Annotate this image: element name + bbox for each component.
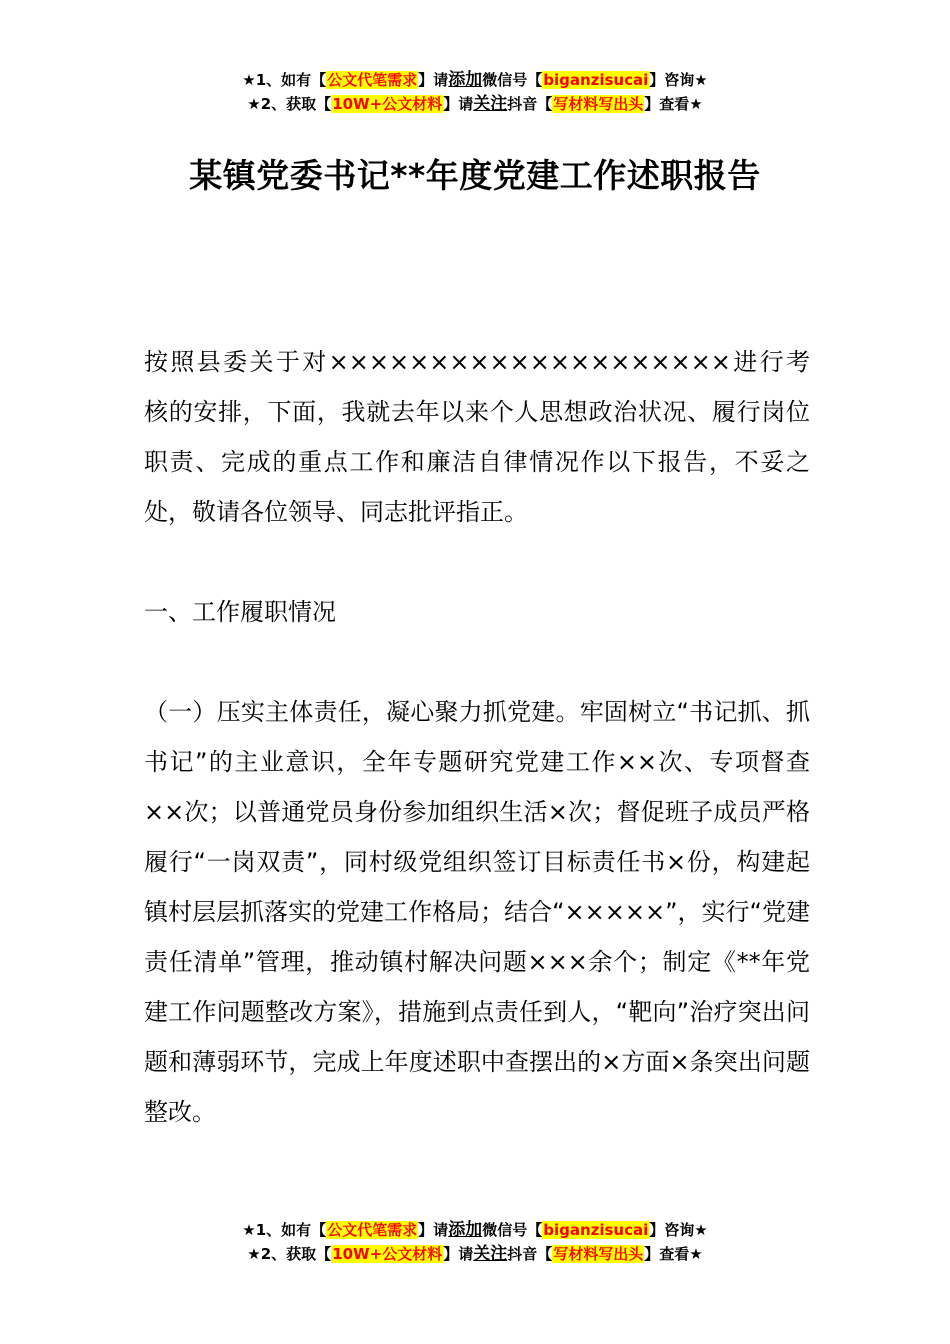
promo-douyin-id: 写材料写出头	[553, 95, 644, 113]
promo-emphasis: 关注	[473, 94, 508, 114]
promo-douyin-id: 写材料写出头	[553, 1245, 644, 1263]
promo-text: ★2、获取【	[247, 1245, 332, 1263]
promo-text: 微信号【	[482, 1221, 543, 1239]
promo-wechat-id: biganzisucai	[543, 1221, 649, 1239]
promo-text: 】请	[443, 1245, 474, 1263]
promo-text: 抖音【	[507, 95, 553, 113]
promo-line-1	[0, 1218, 950, 1242]
promo-text: 】查看★	[644, 95, 703, 113]
promo-text: 】请	[418, 71, 449, 89]
promo-highlight: 公文代笔需求	[327, 1221, 418, 1239]
promo-emphasis: 添加	[448, 70, 483, 90]
promo-header	[0, 68, 950, 116]
section-heading: 一、工作履职情况	[144, 598, 336, 626]
promo-text: 】咨询★	[649, 71, 708, 89]
promo-text: 】请	[443, 95, 474, 113]
promo-highlight: 公文代笔需求	[327, 71, 418, 89]
promo-text: 】咨询★	[649, 1221, 708, 1239]
promo-text: ★1、如有【	[242, 1221, 327, 1239]
promo-line-2	[0, 92, 950, 116]
promo-text: 抖音【	[507, 1245, 553, 1263]
promo-wechat-id: biganzisucai	[543, 71, 649, 89]
document-title: 某镇党委书记**年度党建工作述职报告	[189, 156, 761, 195]
promo-highlight: 10W+公文材料	[332, 95, 443, 113]
promo-line-2	[0, 1242, 950, 1266]
promo-highlight: 10W+公文材料	[332, 1245, 443, 1263]
promo-text: ★2、获取【	[247, 95, 332, 113]
promo-text: 】查看★	[644, 1245, 703, 1263]
promo-emphasis: 关注	[473, 1244, 508, 1264]
promo-text: 】请	[418, 1221, 449, 1239]
promo-line-1	[0, 68, 950, 92]
promo-text: ★1、如有【	[242, 71, 327, 89]
intro-paragraph: 按照县委关于对××××××××××××××××××××进行考核的安排，下面，我就去年以来个人思想政治状况、履行岗位职责、完成的重点工作和廉洁自律情况作以下报告，不妥之处，敬请各位领导、同志批评指正。	[144, 348, 810, 526]
promo-footer	[0, 1218, 950, 1266]
promo-text: 微信号【	[482, 71, 543, 89]
body-paragraph: （一）压实主体责任，凝心聚力抓党建。牢固树立“书记抓、抓书记”的主业意识，全年专题研究党建工作××次、专项督查××次；以普通党员身份参加组织生活×次；督促班子成员严格履行“一岗双责”，同村级党组织签订目标责任书×份，构建起镇村层层抓落实的党建工作格局；结合“×××××”，实行“党建责任清单”管理，推动镇村解决问题×××余个；制定《**年党建工作问题整改方案》，措施到点责任到人，“靶向”治疗突出问题和薄弱环节，完成上年度述职中查摆出的×方面×条突出问题整改。	[144, 698, 810, 1126]
promo-emphasis: 添加	[448, 1220, 483, 1240]
